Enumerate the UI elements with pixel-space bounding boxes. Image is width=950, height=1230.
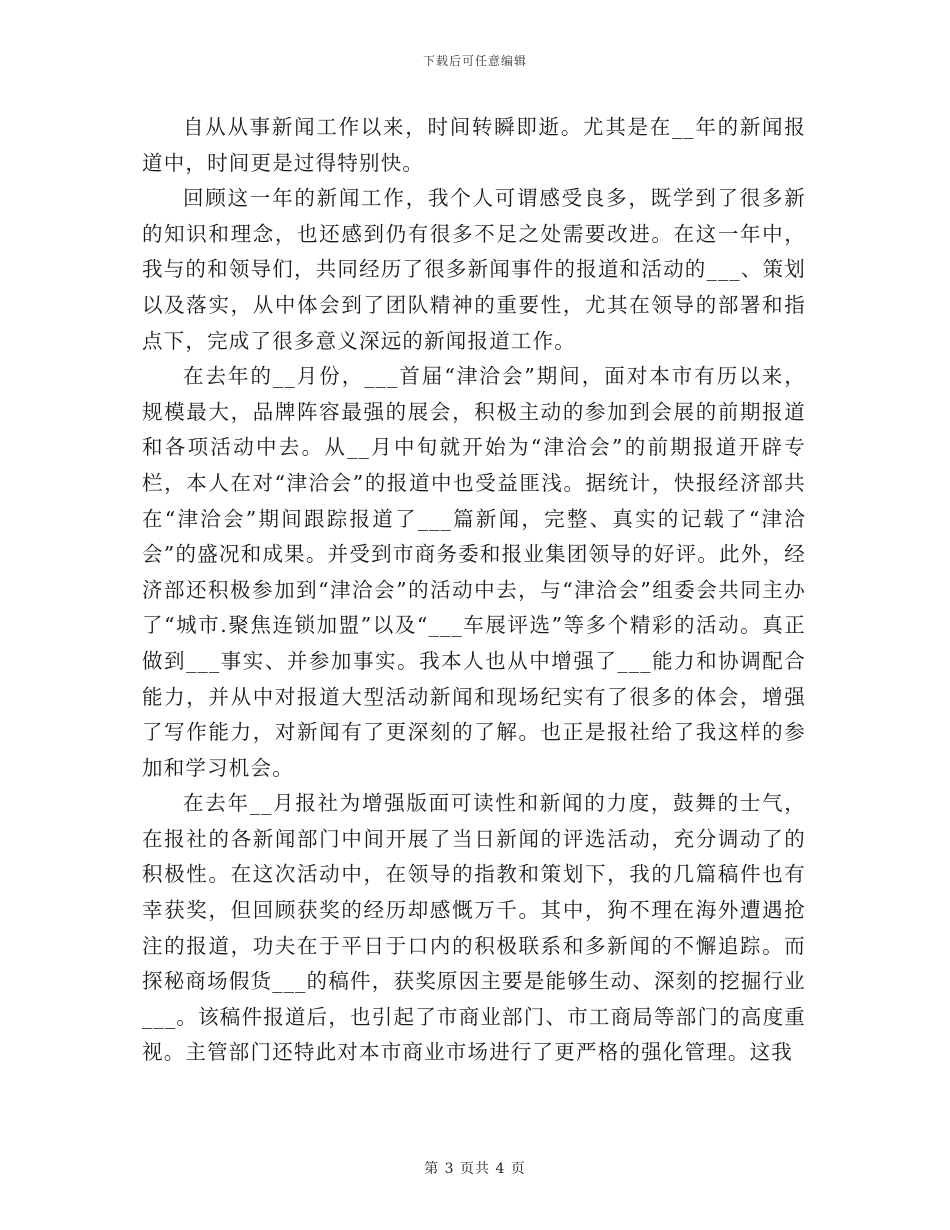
paragraph-2: 回顾这一年的新闻工作，我个人可谓感受良多，既学到了很多新的知识和理念，也还感到仍有很多不足之处需要改进。在这一年中，我与的和领导们，共同经历了很多新闻事件的报道和活动的___、策划以及落实，从中体会到了团队精神的重要性，尤其在领导的部署和指点下，完成了很多意义深远的新闻报道工作。 bbox=[142, 186, 806, 353]
paragraph-1: 自从从事新闻工作以来，时间转瞬即逝。尤其是在__年的新闻报道中，时间更是过得特别快。 bbox=[142, 115, 806, 175]
page-number: 第 3 页共 4 页 bbox=[424, 1161, 526, 1177]
document-body bbox=[142, 110, 806, 1071]
paragraph-3: 在去年的__月份，___首届“津洽会”期间，面对本市有历以来，规模最大，品牌阵容最强的展会，积极主动的参加到会展的前期报道和各项活动中去。从__月中旬就开始为“津洽会”的前期报道开辟专栏，本人在对“津洽会”的报道中也受益匪浅。据统计，快报经济部共在“津洽会”期间跟踪报道了___篇新闻，完整、真实的记载了“津洽会”的盛况和成果。并受到市商务委和报业集团领导的好评。此外，经济部还积极参加到“津洽会”的活动中去，与“津洽会”组委会共同主办了“城市.聚焦连锁加盟”以及“___车展评选”等多个精彩的活动。真正做到___事实、并参加事实。我本人也从中增强了___能力和协调配合能力，并从中对报道大型活动新闻和现场纪实有了很多的体会，增强了写作能力，对新闻有了更深刻的了解。也正是报社给了我这样的参加和学习机会。 bbox=[142, 364, 806, 780]
header-note: 下载后可任意编辑 bbox=[422, 54, 527, 68]
paragraph-4: 在去年__月报社为增强版面可读性和新闻的力度，鼓舞的士气，在报社的各新闻部门中间开展了当日新闻的评选活动，充分调动了的积极性。在这次活动中，在领导的指教和策划下，我的几篇稿件也有幸获奖，但回顾获奖的经历却感慨万千。其中，狗不理在海外遭遇抢注的报道，功夫在于平日于口内的积极联系和多新闻的不懈追踪。而探秘商场假货___的稿件，获奖原因主要是能够生动、深刻的挖掘行业___。该稿件报道后，也引起了市商业部门、市工商局等部门的高度重视。主管部门还特此对本市商业市场进行了更严格的强化管理。这我 bbox=[142, 791, 806, 1065]
